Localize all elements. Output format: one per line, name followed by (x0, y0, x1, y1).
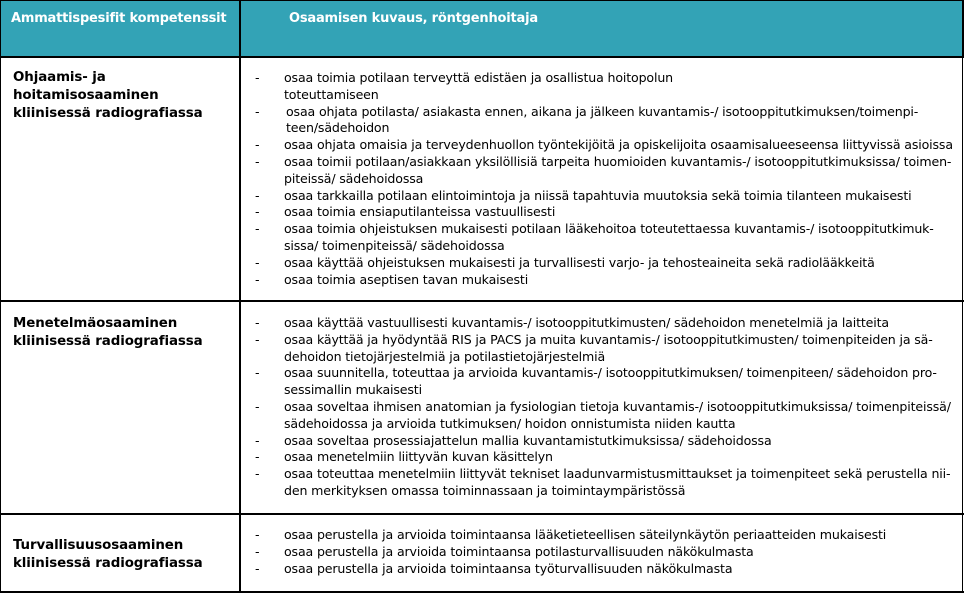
border-header-bottom (0, 56, 964, 58)
table-header (0, 0, 964, 57)
bullet-dash: - (255, 315, 260, 330)
border-left (0, 0, 1, 593)
category-safety (13, 537, 203, 573)
bullet-dash: - (255, 331, 260, 347)
bullet-dash: - (255, 560, 260, 576)
bullet-dash: - (255, 398, 260, 414)
list-item: - osaa soveltaa prosessiajattelun mallia kuvantamistutkimuksissa/ sädehoidossa (255, 432, 772, 448)
border-top (0, 0, 964, 1)
bullet-dash: - (255, 153, 260, 169)
border-row2-bottom (0, 513, 964, 515)
category-line: Ohjaamis- ja (13, 70, 106, 85)
category-line: kliinisessä radiografiassa (13, 334, 203, 349)
competence-list-methods (255, 315, 955, 500)
list-item: - osaa toimii potilaan/asiakkaan yksilöllisiä tarpeita huomioiden kuvantamis-/ isotooppitutkimuksissa/ toimen- piteissä/ sädehoidossa (255, 153, 952, 186)
competence-list-safety (255, 527, 955, 577)
bullet-dash: - (255, 204, 260, 220)
category-line: kliinisessä radiografiassa (13, 556, 203, 571)
bullet-dash: - (255, 271, 260, 287)
list-item: - osaa toimia ohjeistuksen mukaisesti potilaan lääkehoitoa toteutettaessa kuvantamis-/ isotooppitutkimuk- sissa/ toimenpiteissä/ sädehoidossa (255, 221, 934, 253)
bullet-dash: - (255, 103, 260, 119)
bullet-dash: - (255, 527, 260, 542)
bullet-dash: - (255, 432, 260, 448)
list-item: - osaa toimia aseptisen tavan mukaisesti (255, 271, 529, 287)
bullet-dash: - (255, 70, 260, 85)
bullet-dash: - (255, 221, 260, 237)
header-competences: Ammattispesifit kompetenssit (11, 11, 227, 26)
bullet-dash: - (255, 137, 260, 153)
category-methods (13, 315, 203, 351)
category-line: Turvallisuusosaaminen (13, 538, 184, 553)
category-line: Menetelmäosaaminen (13, 316, 178, 331)
list-item: - osaa soveltaa ihmisen anatomian ja fysiologian tietoja kuvantamis-/ isotooppitutkimuksissa/ toimenpiteissä/ sädehoidossa ja arvioida tutkimuksen/ hoidon onnistumista niiden kautta (255, 398, 951, 431)
list-item: - osaa toimia ensiaputilanteissa vastuullisesti (255, 204, 556, 220)
bullet-dash: - (255, 543, 260, 559)
bullet-dash: - (255, 449, 260, 465)
list-item: - osaa ohjata omaisia ja terveydenhuollon työntekijöitä ja opiskelijoita osaamisalueeseensa liittyvissä asioissa (255, 137, 953, 153)
list-item: - osaa perustella ja arvioida toimintaansa lääketieteellisen säteilynkäytön periaatteiden mukaisesti (255, 527, 887, 542)
list-item: - osaa käyttää ja hyödyntää RIS ja PACS ja muita kuvantamis-/ isotooppitutkimusten/ toimenpiteiden ja sä- dehoidon tietojärjestelmiä ja potilastietojärjestelmiä (255, 331, 933, 364)
border-row1-bottom (0, 300, 964, 302)
list-item: - osaa perustella ja arvioida toimintaansa työturvallisuuden näkökulmasta (255, 560, 733, 576)
category-line: kliinisessä radiografiassa (13, 106, 203, 121)
list-item: - osaa perustella ja arvioida toimintaansa potilasturvallisuuden näkökulmasta (255, 543, 754, 559)
category-guidance-care (13, 69, 203, 123)
category-line: hoitamisosaaminen (13, 88, 159, 103)
list-item: - osaa käyttää vastuullisesti kuvantamis-/ isotooppitutkimusten/ sädehoidon menetelmiä ja laitteita (255, 315, 889, 330)
list-item: - osaa toimia potilaan terveyttä edistäen ja osallistua hoitopolun toteuttamiseen (255, 70, 673, 102)
bullet-dash: - (255, 466, 260, 482)
list-item: - osaa menetelmiin liittyvän kuvan käsittelyn (255, 449, 553, 465)
header-description: Osaamisen kuvaus, röntgenhoitaja (289, 11, 538, 26)
competence-list-guidance-care (255, 70, 955, 288)
bullet-dash: - (255, 365, 260, 381)
list-item: - osaa ohjata potilasta/ asiakasta ennen, aikana ja jälkeen kuvantamis-/ isotooppitutkimuksen/toimenpi- teen/sädehoidon (255, 103, 919, 136)
list-item: - osaa käyttää ohjeistuksen mukaisesti ja turvallisesti varjo- ja tehosteaineita sekä radiolääkkeitä (255, 254, 875, 270)
border-column-divider (239, 0, 241, 593)
bullet-dash: - (255, 187, 260, 203)
list-item: - osaa toteuttaa menetelmiin liittyvät tekniset laadunvarmistusmittaukset ja toimenpiteet sekä perustella nii- den merkityksen omassa toiminnassaan ja toimintaympäristössä (255, 466, 951, 498)
list-item: - osaa suunnitella, toteuttaa ja arvioida kuvantamis-/ isotooppitutkimuksen/ toimenpiteen/ sädehoidon pro- sessimallin mukaisesti (255, 365, 937, 398)
bullet-dash: - (255, 254, 260, 270)
list-item: - osaa tarkkailla potilaan elintoimintoja ja niissä tapahtuvia muutoksia sekä toimia tilanteen mukaisesti (255, 187, 912, 203)
